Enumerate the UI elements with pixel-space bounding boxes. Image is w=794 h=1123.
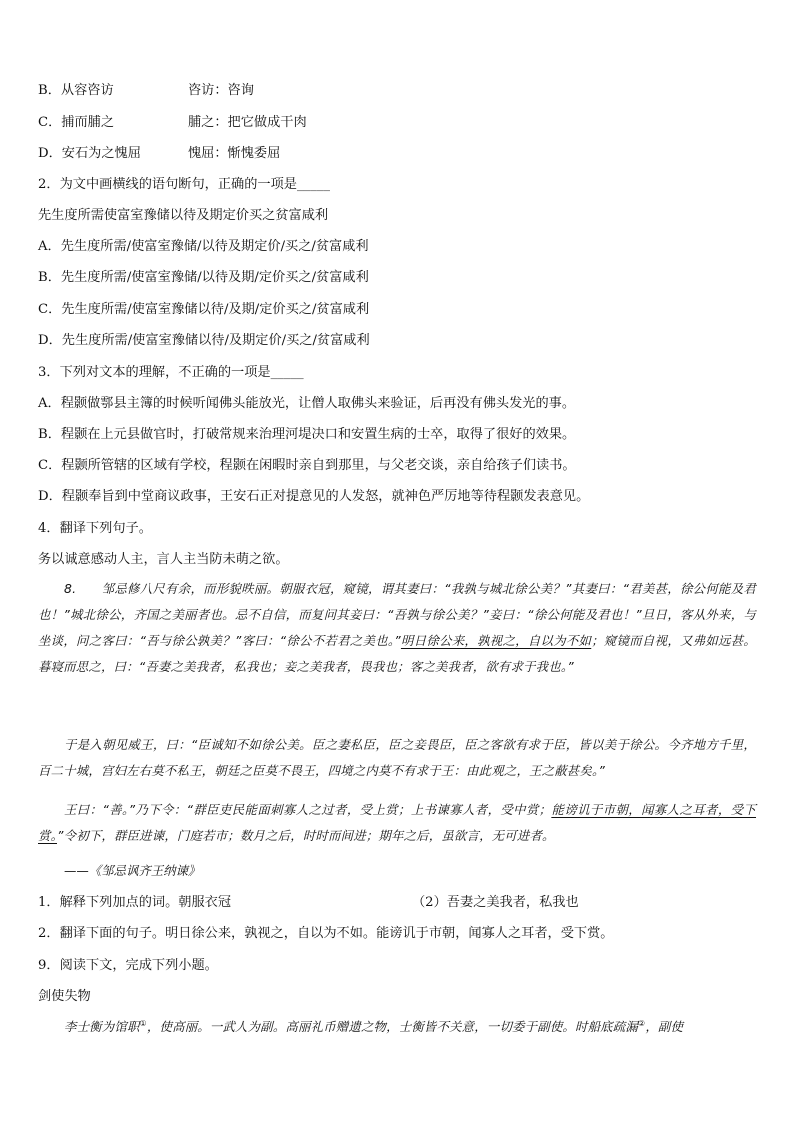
passage-8-paragraph-1 (38, 576, 756, 680)
question-2-stem: 2．为文中画横线的语句断句，正确的一项是_____ (38, 177, 330, 192)
question-2-sentence: 先生度所需使富室豫储以待及期定价买之贫富咸利 (38, 208, 329, 223)
underlined-sentence: 明日徐公来，孰视之，自以为不如 (400, 633, 592, 648)
question-8-item-1 (38, 894, 766, 912)
item-text: 1．解释下列加点的词。朝服衣冠 (38, 895, 232, 910)
passage-source: ——《邹忌讽齐王纳谏》 (64, 863, 201, 878)
passage-8-paragraph-3 (38, 797, 756, 849)
item-text-2: （2）吾妻之美我者，私我也 (412, 895, 579, 910)
passage-text: ”令初下，群臣进谏，门庭若市；数月之后，时时而间进；期年之后，虽欲言，无可进者。 (56, 828, 555, 843)
question-2-option-a: A．先生度所需/使富室豫储/以待及期定价/买之/贫富咸利 (38, 239, 369, 254)
passage-number: 8. (64, 581, 77, 596)
question-3-option-b: B．程颢在上元县做官时，打破常规来治理河堤决口和安置生病的士卒，取得了很好的效果。 (38, 427, 576, 442)
question-2-option-d: D．先生度所需/使富室豫储以待/及期定价/买之/贫富咸利 (38, 333, 370, 348)
question-3-option-a: A．程颢做鄠县主簿的时候听闻佛头能放光，让僧人取佛头来验证，后再没有佛头发光的事。 (38, 396, 576, 411)
question-9-title: 剑使失物 (38, 989, 91, 1004)
question-2-option-b: B．先生度所需/使富室豫储/以待及期/定价买之/贫富咸利 (38, 270, 369, 285)
question-4-stem: 4．翻译下列句子。 (38, 521, 152, 536)
passage-text: ；窥镜而自视，又弗如远甚。暮寝而思之，曰：“吾妻之美我者，私我也；妾之美我者，畏我也；客之美我者，欲有求于我也。” (38, 633, 757, 674)
question-4-sentence: 务以诚意感动人主，言人主当防未萌之欲。 (38, 552, 289, 567)
passage-8-paragraph-2: 于是入朝见威王，曰：“臣诚知不如徐公美。臣之妻私臣，臣之妾畏臣，臣之客欲有求于臣，皆以美于徐公。今齐地方千里，百二十城，宫妇左右莫不私王，朝廷之臣莫不畏王，四境之内莫不有求于王：由此观之，王之蔽甚矣。” (38, 737, 756, 778)
footnote-marker: ① (139, 1018, 147, 1028)
passage-text: ，副使 (645, 1019, 684, 1034)
question-9-passage (38, 1014, 756, 1040)
option-gloss: 咨访：咨询 (188, 83, 254, 98)
passage-text: 王曰：“善。”乃下令：“群臣吏民能面刺寡人之过者，受上赏；上书谏寡人者，受中赏； (64, 802, 552, 817)
option-gloss: 脯之：把它做成干肉 (188, 115, 307, 130)
option-c (38, 114, 766, 132)
option-b (38, 82, 766, 100)
option-label: D．安石为之愧屈 (38, 146, 141, 161)
question-3-option-c: C．程颢所管辖的区域有学校，程颢在闲暇时亲自到那里，与父老交谈，亲自给孩子们读书。 (38, 458, 576, 473)
option-gloss: 愧屈：惭愧委屈 (188, 146, 281, 161)
option-d (38, 145, 766, 163)
question-3-stem: 3．下列对文本的理解，不正确的一项是_____ (38, 365, 304, 380)
passage-text: ，使高丽。一武人为副。高丽礼币赠遗之物，士衡皆不关意，一切委于副使。时船底疏漏 (146, 1019, 638, 1034)
question-2-option-c: C．先生度所需/使富室豫储以待/及期/定价买之/贫富咸利 (38, 302, 370, 317)
footnote-marker: ② (637, 1018, 646, 1028)
option-label: B．从容咨访 (38, 83, 114, 98)
option-label: C．捕而脯之 (38, 115, 115, 130)
question-8-item-2: 2．翻译下面的句子。明日徐公来，孰视之，自以为不如。能谤讥于市朝，闻寡人之耳者，受下赏。 (38, 926, 614, 941)
underlined-sentence: 能谤讥于市朝，闻寡人之耳者，受下赏。 (38, 802, 757, 843)
passage-text: 李士衡为馆职 (64, 1019, 140, 1034)
passage-text: 邹忌修八尺有余，而形貌昳丽。朝服衣冠，窥镜，谓其妻曰：“我孰与城北徐公美？”其妻曰：“君美甚，徐公何能及君也！”城北徐公，齐国之美丽者也。忌不自信，而复问其妾曰：“吾孰与徐公美？”妾曰：“徐公何能及君也！”旦日，客从外来，与坐谈，问之客曰：“吾与徐公孰美？”客曰：“徐公不若君之美也。” (38, 581, 756, 648)
question-3-option-d: D．程颢奉旨到中堂商议政事，王安石正对提意见的人发怒，就神色严厉地等待程颢发表意见。 (38, 489, 590, 504)
question-9-stem: 9．阅读下文，完成下列小题。 (38, 958, 218, 973)
